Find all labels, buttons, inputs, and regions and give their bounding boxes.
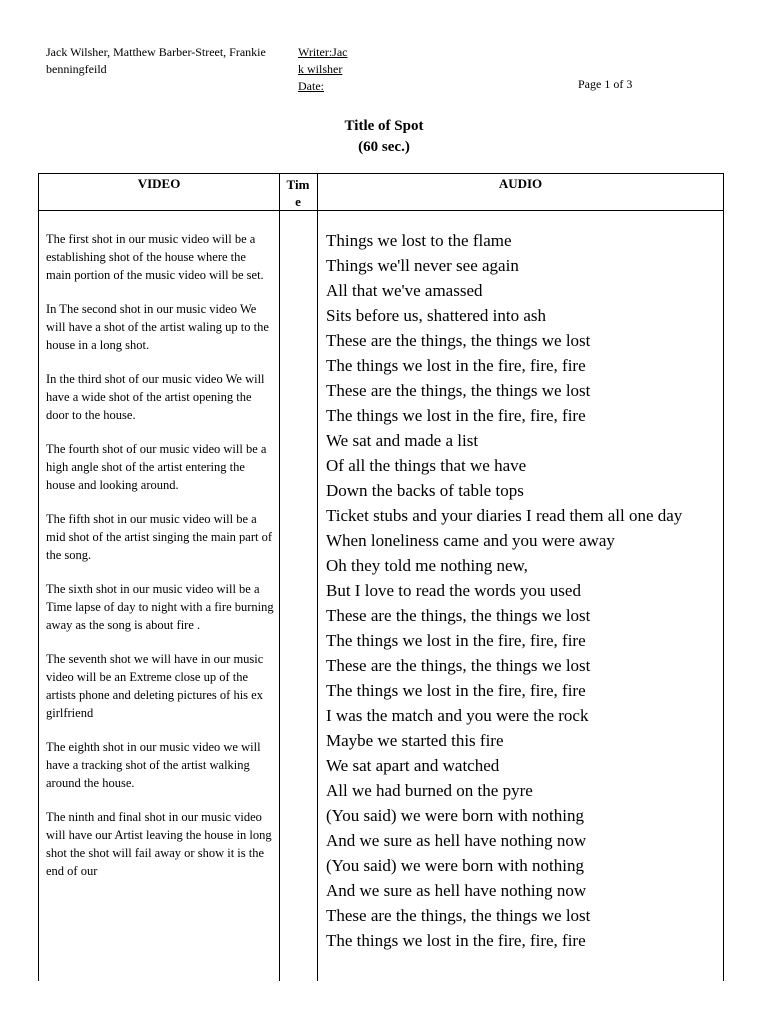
lyric-line-28: These are the things, the things we lost: [326, 906, 591, 925]
table-top-border: [38, 173, 724, 174]
date-label: Date:: [298, 79, 324, 93]
lyric-line-17: The things we lost in the fire, fire, fire: [326, 631, 586, 650]
video-shot-3: In the third shot of our music video We will have a wide shot of the artist opening the door to the house.: [46, 372, 265, 422]
time-header-line-1: Tim: [286, 177, 310, 192]
lyric-line-4: Sits before us, shattered into ash: [326, 306, 547, 325]
video-shot-1: The first shot in our music video will be a establishing shot of the house where the main portion of the music video will be set.: [46, 232, 264, 282]
lyric-line-22: We sat apart and watched: [326, 756, 500, 775]
lyric-line-29: The things we lost in the fire, fire, fire: [326, 931, 586, 950]
duration: (60 sec.): [358, 139, 410, 155]
writer-line-1: Writer:Jac: [298, 45, 348, 59]
time-header-line-2: e: [295, 194, 301, 209]
lyric-line-3: All that we've amassed: [326, 281, 483, 300]
video-col-divider: [279, 173, 280, 981]
video-shot-5: The fifth shot in our music video will be a mid shot of the artist singing the main part of the song.: [46, 512, 273, 562]
lyric-line-21: Maybe we started this fire: [326, 731, 504, 750]
lyric-line-11: Down the backs of table tops: [326, 481, 524, 500]
authors: Jack Wilsher, Matthew Barber-Street, Frankie benningfeild: [46, 45, 266, 76]
writer-line-2: k wilsher: [298, 62, 343, 76]
page-number: Page 1 of 3: [578, 77, 633, 91]
video-shot-8: The eighth shot in our music video we will have a tracking shot of the artist walking around the house.: [46, 740, 261, 790]
lyric-line-26: (You said) we were born with nothing: [326, 856, 584, 875]
video-header: VIDEO: [137, 176, 181, 191]
lyric-line-7: These are the things, the things we lost: [326, 381, 591, 400]
audio-column: [326, 228, 722, 953]
lyric-line-24: (You said) we were born with nothing: [326, 806, 584, 825]
table-left-border: [38, 173, 39, 981]
time-header: [280, 176, 316, 210]
lyric-line-8: The things we lost in the fire, fire, fire: [326, 406, 586, 425]
video-shot-7: The seventh shot we will have in our music video will be an Extreme close up of the artists phone and deleting pictures of his ex girlfriend: [46, 652, 264, 720]
lyric-line-18: These are the things, the things we lost: [326, 656, 591, 675]
lyric-line-10: Of all the things that we have: [326, 456, 527, 475]
time-col-divider: [317, 173, 318, 981]
lyric-line-1: Things we lost to the flame: [326, 231, 512, 250]
video-shot-9: The ninth and final shot in our music video will have our Artist leaving the house in long shot the shot will fail away or show it is the end of our: [46, 810, 272, 878]
header-bottom-border: [38, 210, 724, 211]
table-right-border: [723, 173, 724, 981]
lyric-line-9: We sat and made a list: [326, 431, 479, 450]
lyric-line-19: The things we lost in the fire, fire, fire: [326, 681, 586, 700]
lyric-line-15: But I love to read the words you used: [326, 581, 581, 600]
audio-header: AUDIO: [498, 176, 543, 191]
lyric-line-16: These are the things, the things we lost: [326, 606, 591, 625]
lyric-line-27: And we sure as hell have nothing now: [326, 881, 587, 900]
lyric-line-14: Oh they told me nothing new,: [326, 556, 528, 575]
lyric-line-20: I was the match and you were the rock: [326, 706, 589, 725]
lyric-line-25: And we sure as hell have nothing now: [326, 831, 587, 850]
lyric-line-5: These are the things, the things we lost: [326, 331, 591, 350]
page-title: Title of Spot: [344, 118, 424, 134]
lyric-line-23: All we had burned on the pyre: [326, 781, 533, 800]
lyric-line-6: The things we lost in the fire, fire, fire: [326, 356, 586, 375]
lyric-line-13: When loneliness came and you were away: [326, 531, 615, 550]
video-shot-4: The fourth shot of our music video will be a high angle shot of the artist entering the house and looking around.: [46, 442, 267, 492]
lyric-line-12: Ticket stubs and your diaries I read them all one day: [326, 506, 683, 525]
title-block: [0, 116, 768, 158]
writer-date-block: [298, 44, 358, 95]
video-shot-6: The sixth shot in our music video will be a Time lapse of day to night with a fire burning away as the song is about fire .: [46, 582, 274, 632]
video-column: [46, 230, 274, 896]
video-shot-2: In The second shot in our music video We will have a shot of the artist waling up to the house in a long shot.: [46, 302, 269, 352]
lyric-line-2: Things we'll never see again: [326, 256, 519, 275]
